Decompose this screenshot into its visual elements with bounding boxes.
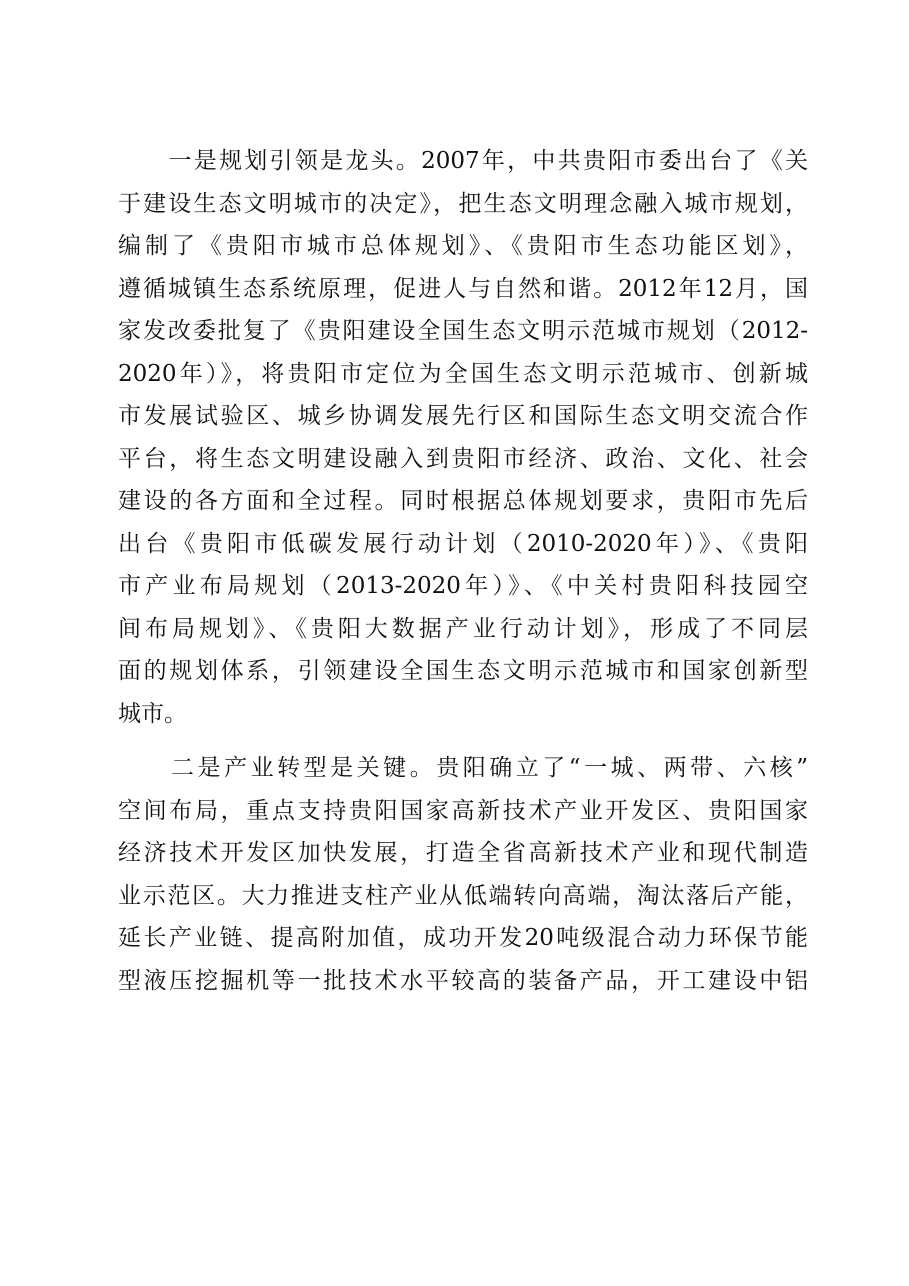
paragraph-line: 城市。 [118,700,187,727]
paragraph-line: 编制了《贵阳市城市总体规划》、《贵阳市生态功能区划》， [118,233,808,259]
paragraph-planning [118,140,808,735]
paragraph-line: 型液压挖掘机等一批技术水平较高的装备产品，开工建设中铝 [118,967,808,994]
paragraph-line: 空间布局，重点支持贵阳国家高新技术产业开发区、贵阳国家 [118,797,808,824]
paragraph-line: 于建设生态文明城市的决定》，把生态文明理念融入城市规划， [118,190,808,217]
paragraph-line: 延长产业链、提高附加值，成功开发20吨级混合动力环保节能 [118,925,808,951]
paragraph-line: 二是产业转型是关键。贵阳确立了“一城、两带、六核” [118,755,808,781]
paragraph-spacer [118,735,808,747]
paragraph-line: 出台《贵阳市低碳发展行动计划（2010-2020年）》、《贵阳 [118,530,808,557]
paragraph-line: 经济技术开发区加快发展，打造全省高新技术产业和现代制造 [118,840,808,866]
document-body [118,140,808,1002]
paragraph-line: 遵循城镇生态系统原理，促进人与自然和谐。2012年12月，国 [118,275,808,302]
paragraph-line: 面的规划体系，引领建设全国生态文明示范城市和国家创新型 [118,658,808,684]
paragraph-line: 建设的各方面和全过程。同时根据总体规划要求，贵阳市先后 [118,488,808,514]
paragraph-line: 市产业布局规划（2013-2020年）》、《中关村贵阳科技园空 [118,573,808,599]
paragraph-line: 业示范区。大力推进支柱产业从低端转向高端，淘汰落后产能， [118,882,808,909]
paragraph-line: 2020年）》，将贵阳市定位为全国生态文明示范城市、创新城 [118,360,808,387]
paragraph-line: 平台，将生态文明建设融入到贵阳市经济、政治、文化、社会 [118,445,808,472]
paragraph-line: 市发展试验区、城乡协调发展先行区和国际生态文明交流合作 [118,403,808,429]
paragraph-line: 家发改委批复了《贵阳建设全国生态文明示范城市规划（2012- [118,318,808,344]
paragraph-industry [118,747,808,1002]
paragraph-line: 一是规划引领是龙头。2007年，中共贵阳市委出台了《关 [118,148,808,174]
paragraph-line: 间布局规划》、《贵阳大数据产业行动计划》，形成了不同层 [118,615,808,642]
